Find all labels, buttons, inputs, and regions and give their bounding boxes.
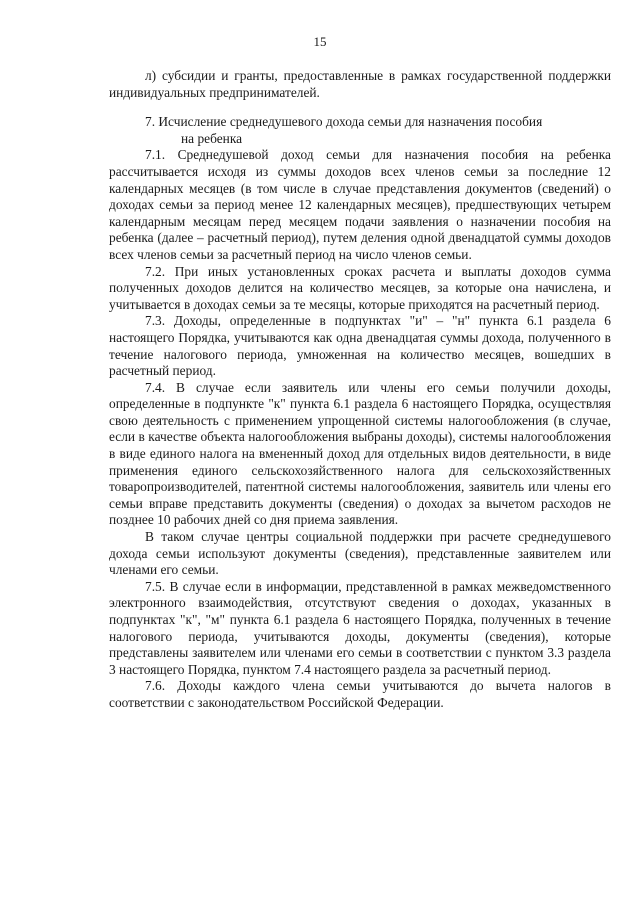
paragraph-7-5: 7.5. В случае если в информации, представленной в рамках межведомственного электронного взаимодействия, отсутствуют сведения о доходах, указанных в подпунктах "к", "м" пункта 6.1 раздела 6 настоящего Порядка, полученных в течение налогового периода, учитываются доходы, документы (сведения), которые представлены заявителем или членами его семьи в соответствии с пунктом 3.3 раздела 3 настоящего Порядка, пунктом 7.4 настоящего раздела за расчетный период.	[109, 578, 611, 677]
section-heading-line1: 7. Исчисление среднедушевого дохода семьи для назначения пособия	[145, 114, 543, 130]
paragraph-7-3: 7.3. Доходы, определенные в подпунктах "и" – "н" пункта 6.1 раздела 6 настоящего Порядка, учитываются как одна двенадцатая суммы дохода, полученного в течение налогового периода, умноженная на количество месяцев, вошедших в расчетный период.	[109, 313, 611, 379]
paragraph-7-6: 7.6. Доходы каждого члена семьи учитываются до вычета налогов в соответствии с законодательством Российской Федерации.	[109, 678, 611, 710]
page-body	[109, 68, 611, 712]
page-number: 15	[313, 34, 327, 49]
paragraph-7-4: 7.4. В случае если заявитель или члены его семьи получили доходы, определенные в подпункте "к" пункта 6.1 раздела 6 настоящего Порядка, осуществляя свою деятельность с применением упрощенной системы налогообложения (в случае, если в качестве объекта налогообложения выбраны доходы), системы налогообложения в виде единого налога на вмененный доход для отдельных видов деятельности, в виде применения единого сельскохозяйственного налога для сельскохозяйственных товаропроизводителей, патентной системы налогообложения, заявитель или члены его семьи вправе представить документы (сведения) о доходах за вычетом расходов не позднее 10 рабочих дней со дня приема заявления.	[109, 379, 611, 528]
paragraph-7-4-continuation: В таком случае центры социальной поддержки при расчете среднедушевого дохода семьи используют документы (сведения), представленные заявителем или членами его семьи.	[109, 529, 611, 578]
section-heading	[109, 114, 611, 147]
section-heading-line2: на ребенка	[181, 130, 243, 146]
spacer	[109, 101, 611, 114]
list-item-l: л) субсидии и гранты, предоставленные в рамках государственной поддержки индивидуальных предпринимателей.	[109, 68, 611, 100]
paragraph-7-2: 7.2. При иных установленных сроках расчета и выплаты доходов сумма полученных доходов делится на количество месяцев, за которые она начислена, и учитывается в доходах семьи за те месяцы, которые приходятся на расчетный период.	[109, 263, 611, 312]
paragraph-7-1: 7.1. Среднедушевой доход семьи для назначения пособия на ребенка рассчитывается исходя из суммы доходов всех членов семьи за последние 12 календарных месяцев (в том числе в случае представления документов (сведений) о доходах семьи за период менее 12 календарных месяцев), предшествующих четырем календарным месяцам перед месяцем подачи заявления о назначении пособия на ребенка (далее – расчетный период), путем деления одной двенадцатой суммы доходов всех членов семьи за расчетный период на число членов семьи.	[109, 147, 611, 262]
